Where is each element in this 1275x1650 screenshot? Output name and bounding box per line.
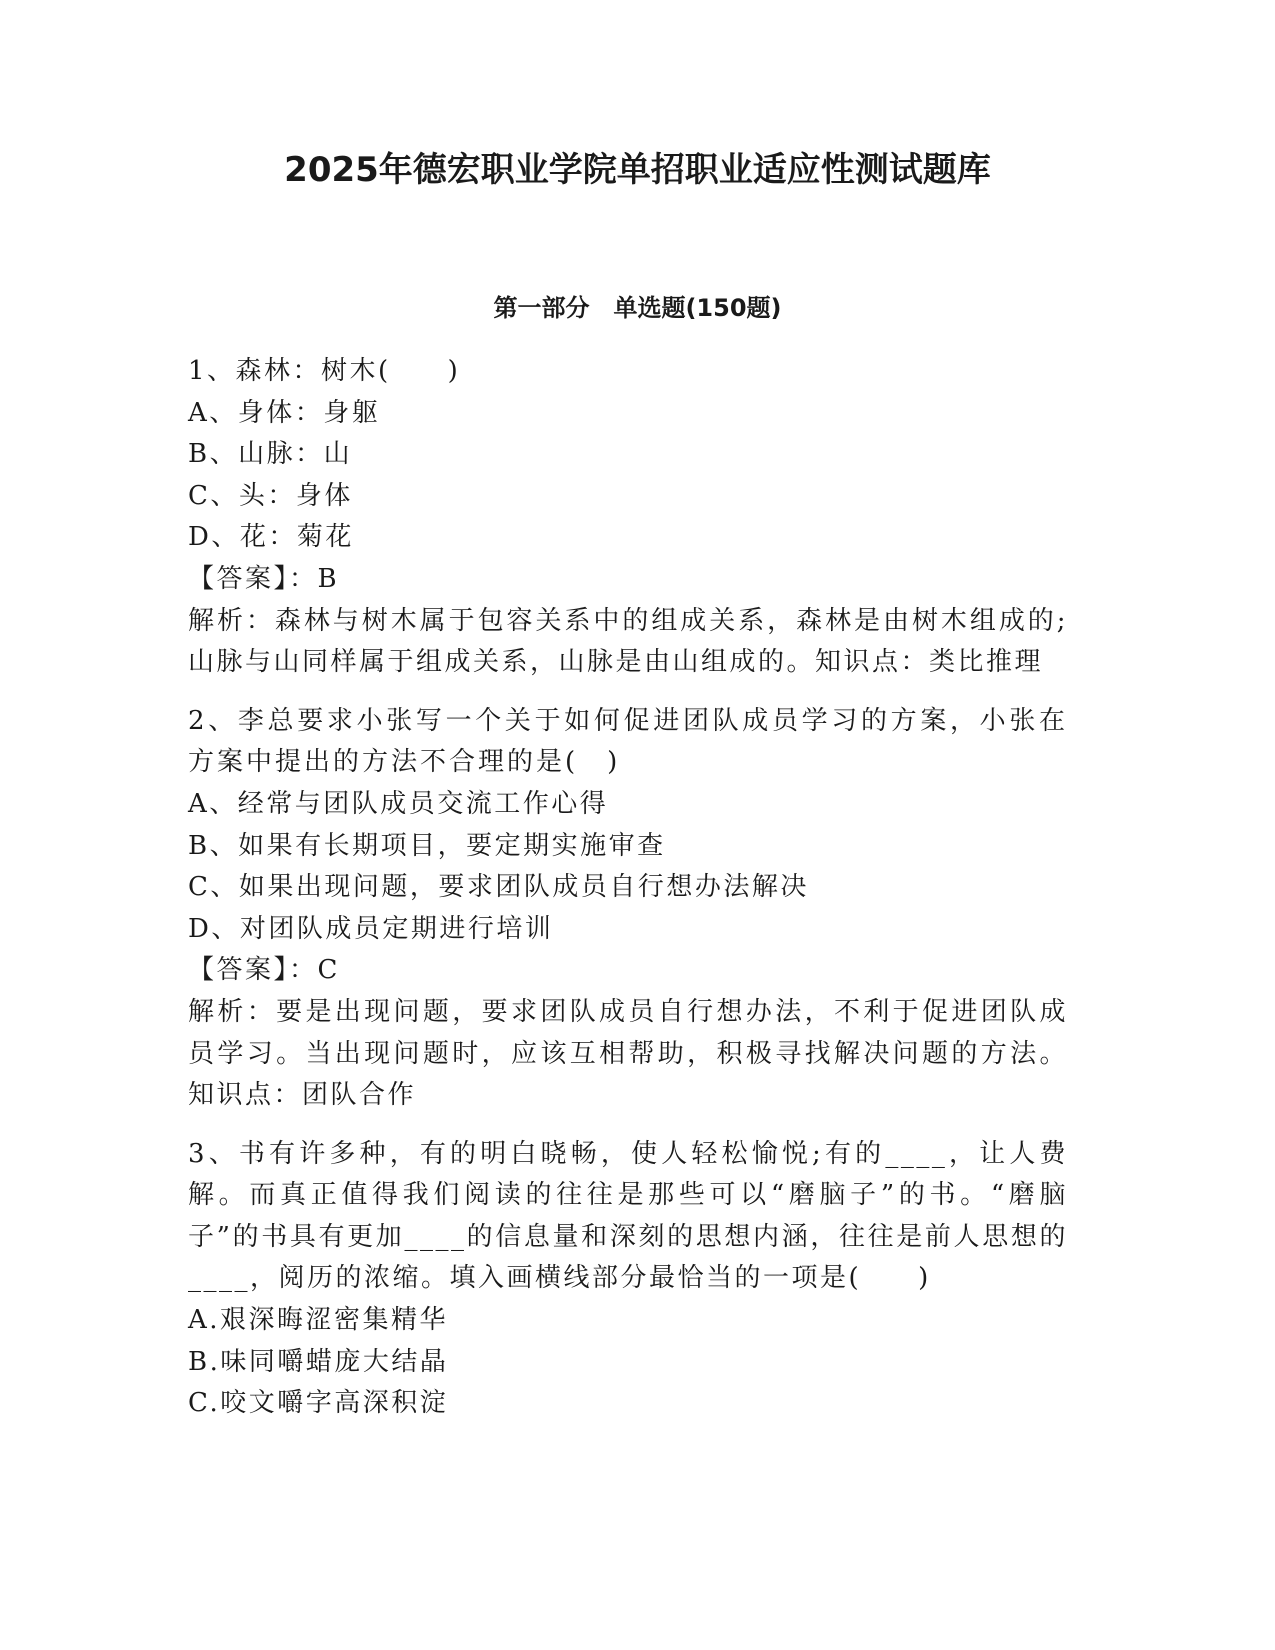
option-b: B.味同嚼蜡庞大结晶: [188, 1346, 449, 1377]
question-2: [188, 701, 1068, 1117]
document-title: 2025年德宏职业学院单招职业适应性测试题库: [284, 150, 991, 190]
option-a: A、经常与团队成员交流工作心得: [188, 788, 609, 819]
question-3: [188, 1134, 1068, 1425]
analysis-text: 解析：要是出现问题，要求团队成员自行想办法，不利于促进团队成员学习。当出现问题时，应该互相帮助，积极寻找解决问题的方法。知识点：团队合作: [188, 996, 1068, 1111]
option-d: D、对团队成员定期进行培训: [188, 913, 554, 944]
section-title: 第一部分 单选题(150题): [493, 294, 782, 322]
option-b: B、山脉：山: [188, 439, 353, 470]
answer-line: 【答案】：B: [188, 563, 340, 594]
question-stem: 2、李总要求小张写一个关于如何促进团队成员学习的方案，小张在方案中提出的方法不合理的是( ): [188, 705, 1068, 778]
question-1: [188, 351, 1068, 684]
option-b: B、如果有长期项目，要定期实施审查: [188, 830, 666, 861]
option-c: C、头：身体: [188, 480, 353, 511]
option-c: C.咬文嚼字高深积淀: [188, 1388, 449, 1419]
answer-line: 【答案】：C: [188, 955, 340, 986]
option-d: D、花：菊花: [188, 522, 354, 553]
question-stem: 3、书有许多种，有的明白晓畅，使人轻松愉悦;有的____，让人费解。而真正值得我们阅读的往往是那些可以“磨脑子”的书。“磨脑子”的书具有更加____的信息量和深刻的思想内涵，往往是前人思想的____，阅历的浓缩。填入画横线部分最恰当的一项是( ): [188, 1138, 1068, 1294]
option-c: C、如果出现问题，要求团队成员自行想办法解决: [188, 872, 809, 903]
question-list: [188, 351, 1068, 1442]
option-a: A、身体：身躯: [188, 397, 381, 428]
question-stem: 1、森林：树木( ): [188, 356, 461, 386]
option-a: A.艰深晦涩密集精华: [188, 1305, 449, 1336]
analysis-text: 解析：森林与树木属于包容关系中的组成关系，森林是由树木组成的;山脉与山同样属于组成关系，山脉是由山组成的。知识点：类比推理: [188, 605, 1068, 678]
